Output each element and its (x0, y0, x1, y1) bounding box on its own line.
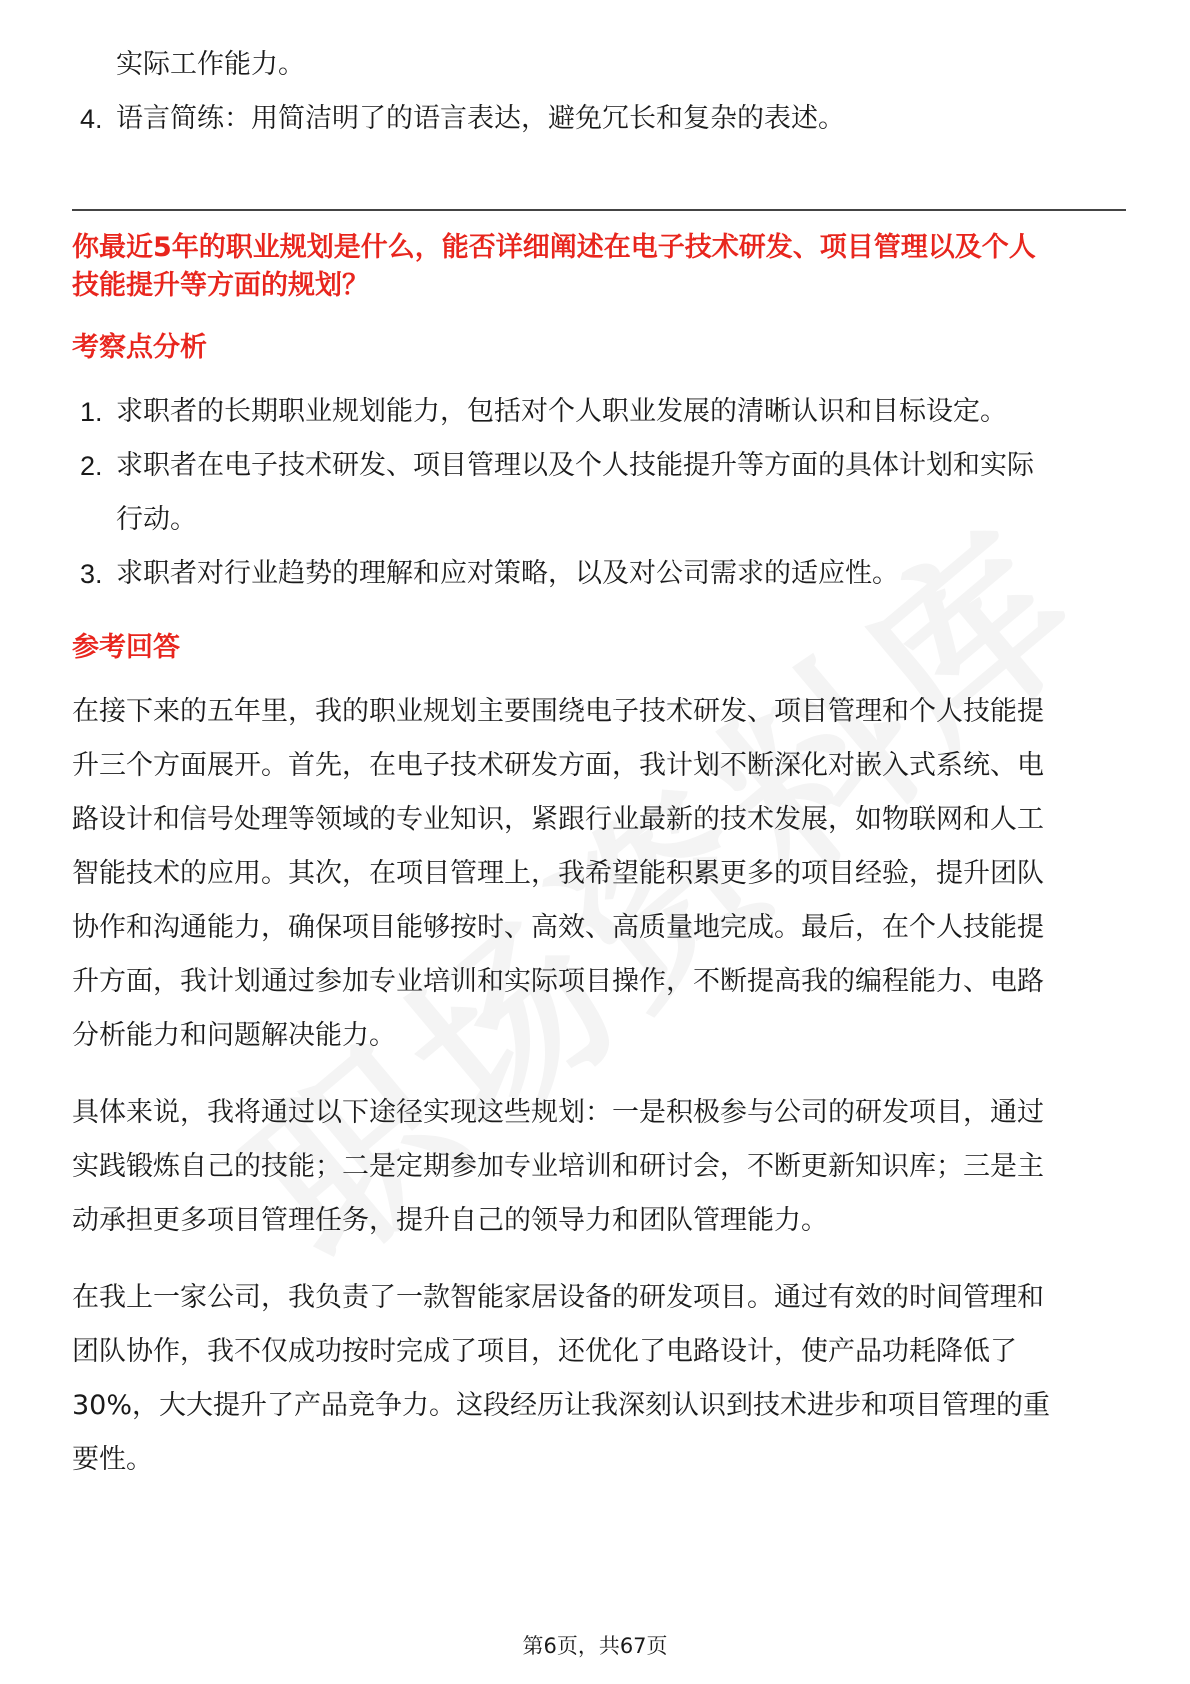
list-item-text: 求职者的长期职业规划能力，包括对个人职业发展的清晰认识和目标设定。 (116, 396, 1007, 427)
paragraph-line: 在接下来的五年里，我的职业规划主要围绕电子技术研发、项目管理和个人技能提 (72, 696, 1044, 727)
paragraph-line: 30%，大大提升了产品竞争力。这段经历让我深刻认识到技术进步和项目管理的重 (72, 1390, 1051, 1421)
list-item-text: 求职者对行业趋势的理解和应对策略，以及对公司需求的适应性。 (116, 558, 899, 589)
analysis-heading: 考察点分析 (72, 332, 207, 363)
list-item-text: 语言简练：用简洁明了的语言表达，避免冗长和复杂的表述。 (116, 103, 845, 134)
list-item-number: 1. (80, 397, 103, 427)
paragraph-line: 实践锻炼自己的技能；二是定期参加专业培训和研讨会，不断更新知识库；三是主 (72, 1151, 1044, 1182)
paragraph-line: 要性。 (72, 1444, 153, 1475)
paragraph-line: 具体来说，我将通过以下途径实现这些规划：一是积极参与公司的研发项目，通过 (72, 1097, 1044, 1128)
paragraph-line: 升方面，我计划通过参加专业培训和实际项目操作，不断提高我的编程能力、电路 (72, 966, 1044, 997)
paragraph-line: 协作和沟通能力，确保项目能够按时、高效、高质量地完成。最后，在个人技能提 (72, 912, 1044, 943)
paragraph-line: 路设计和信号处理等领域的专业知识，紧跟行业最新的技术发展，如物联网和人工 (72, 804, 1044, 835)
list-item-number: 3. (80, 559, 103, 589)
page-number: 第6页，共67页 (522, 1634, 668, 1658)
paragraph-line: 智能技术的应用。其次，在项目管理上，我希望能积累更多的项目经验，提升团队 (72, 858, 1044, 889)
list-item-text: 行动。 (116, 504, 197, 535)
paragraph-line: 分析能力和问题解决能力。 (72, 1020, 396, 1051)
section-divider (72, 209, 1126, 211)
answer-heading: 参考回答 (72, 632, 180, 663)
list-item-continuation: 实际工作能力。 (116, 49, 305, 80)
paragraph-line: 团队协作，我不仅成功按时完成了项目，还优化了电路设计，使产品功耗降低了 (72, 1336, 1017, 1367)
paragraph-line: 动承担更多项目管理任务，提升自己的领导力和团队管理能力。 (72, 1205, 828, 1236)
question-title-line-2: 技能提升等方面的规划？ (72, 270, 369, 301)
list-item-number: 2. (80, 451, 103, 481)
list-item-text: 求职者在电子技术研发、项目管理以及个人技能提升等方面的具体计划和实际 (116, 450, 1034, 481)
paragraph-line: 升三个方面展开。首先，在电子技术研发方面，我计划不断深化对嵌入式系统、电 (72, 750, 1044, 781)
list-item-number: 4. (80, 104, 103, 134)
question-title-line-1: 你最近5年的职业规划是什么，能否详细阐述在电子技术研发、项目管理以及个人 (72, 232, 1036, 263)
paragraph-line: 在我上一家公司，我负责了一款智能家居设备的研发项目。通过有效的时间管理和 (72, 1282, 1044, 1313)
